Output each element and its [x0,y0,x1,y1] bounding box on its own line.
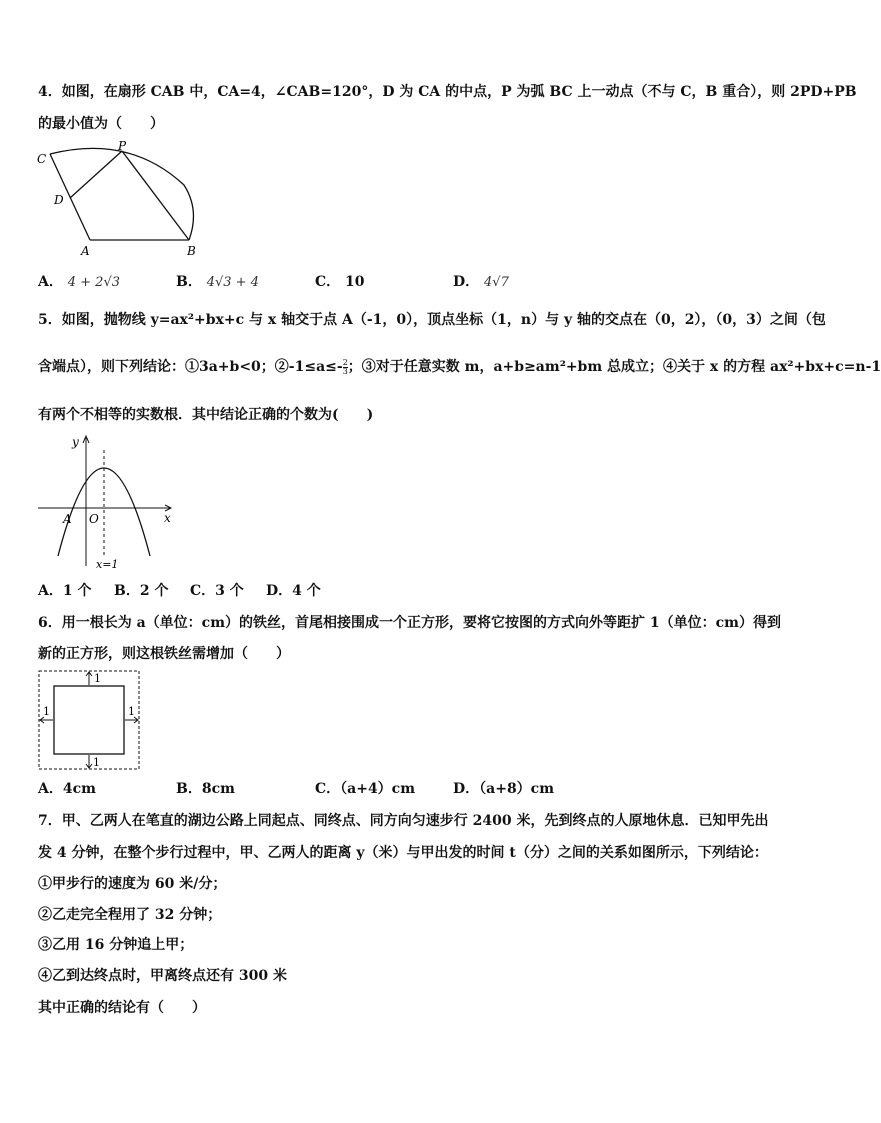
q6-option-d: D．（a+8）cm [453,781,555,797]
q4-label-c: C [37,152,47,166]
q4-option-a-value: 4 + 2√3 [67,275,121,290]
q5-label-origin: O [89,512,99,526]
q6-option-c: C．（a+4）cm [315,781,416,797]
q6-square-figure [36,668,142,772]
q4-option-b [176,272,259,293]
q4-label-b: B [187,244,196,258]
q5-option-d: D．4 个 [266,583,321,599]
q4-option-a-label: A． [38,274,63,290]
q7-text-line2: 发 4 分钟，在整个步行过程中，甲、乙两人的距离 y（米）与甲出发的时间 t（分）之间的关系如图所示，下列结论： [38,845,768,861]
q7-question: 其中正确的结论有（ ） [38,1000,206,1016]
q4-option-b-label: B． [176,274,202,290]
q5-option-a: A．1 个 [38,583,92,599]
q6-text-line2: 新的正方形，则这根铁丝需增加（ ） [38,646,290,662]
q6-label-left: 1 [43,705,50,718]
q4-text-line2: 的最小值为（ ） [38,116,164,132]
q6-label-right: 1 [128,705,135,718]
q4-label-a: A [81,244,90,258]
q4-option-d-value: 4√7 [484,275,509,290]
q7-statement-2: ②乙走完全程用了 32 分钟； [38,907,222,923]
q5-text-line3: 有两个不相等的实数根．其中结论正确的个数为( ) [38,407,374,423]
q4-option-b-value: 4√3 + 4 [206,275,259,290]
q5-text-line1: 5．如图，抛物线 y=ax²+bx+c 与 x 轴交于点 A（-1，0），顶点坐标（1，n）与 y 轴的交点在（0，2），（0，3）之间（包 [38,312,826,328]
q7-text-line1: 7．甲、乙两人在笔直的湖边公路上同起点、同终点、同方向匀速步行 2400 米，先到终点的人原地休息．已知甲先出 [38,813,769,829]
q5-option-b: B．2 个 [114,583,169,599]
q4-option-a [38,272,120,293]
q5-label-a: A [63,512,72,526]
q5-parabola-figure [36,432,176,572]
q5-text-line2-part1: 含端点），则下列结论：①3a+b<0；②-1≤a≤- [38,359,343,375]
q4-sector-figure [34,138,206,260]
q4-option-d [453,272,509,293]
q6-label-bottom: 1 [93,756,100,769]
q7-statement-1: ①甲步行的速度为 60 米/分； [38,876,227,892]
q7-statement-4: ④乙到达终点时，甲离终点还有 300 米 [38,968,287,984]
q6-label-top: 1 [94,672,101,685]
q5-text-line2 [38,357,881,377]
q5-option-c: C．3 个 [190,583,244,599]
q5-label-x: x [164,511,171,525]
q6-option-b: B．8cm [176,781,235,797]
q7-statement-3: ③乙用 16 分钟追上甲； [38,937,194,953]
q4-option-d-label: D． [453,274,480,290]
q4-text-line1: 4．如图，在扇形 CAB 中，CA=4，∠CAB=120°，D 为 CA 的中点，P 为弧 BC 上一动点（不与 C，B 重合），则 2PD+PB [38,84,857,100]
q4-label-p: P [118,139,127,153]
q6-option-a: A．4cm [38,781,96,797]
q4-option-c-value: 10 [345,274,365,290]
q5-label-axis-line: x=1 [96,558,119,571]
q4-option-c-label: C． [315,274,341,290]
q5-text-line2-part2: ；③对于任意实数 m，a+b≥am²+bm 总成立；④关于 x 的方程 ax²+bx+c=n-1 [347,359,881,375]
q5-fraction-numerator: 2 [342,357,348,367]
q6-text-line1: 6．用一根长为 a（单位：cm）的铁丝，首尾相接围成一个正方形，要将它按图的方式向外等距扩 1（单位：cm）得到 [38,615,781,631]
q4-label-d: D [54,193,64,207]
q5-label-y: y [72,435,79,449]
q4-option-c [315,272,365,292]
q5-fraction-denominator: 3 [342,366,348,376]
